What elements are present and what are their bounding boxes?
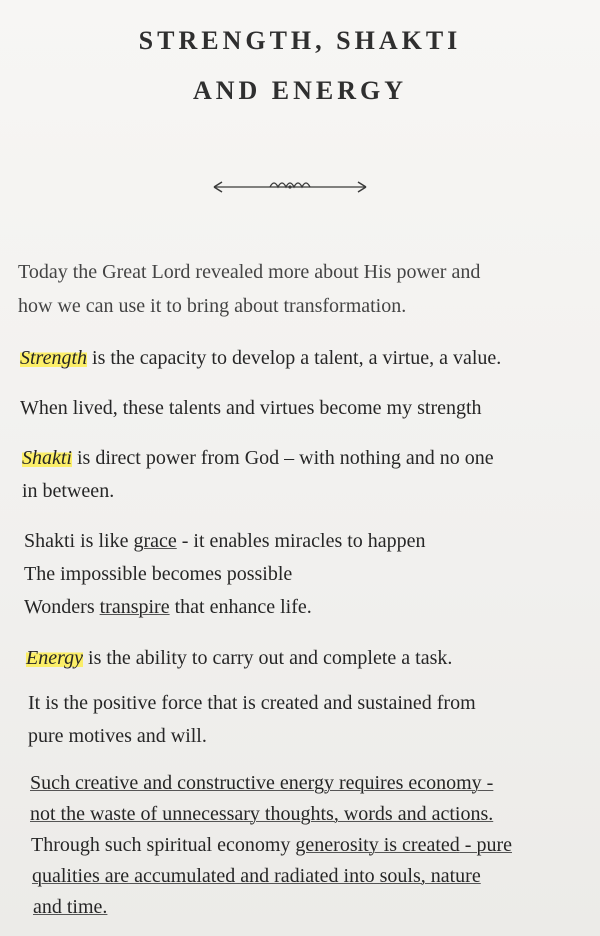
economy-line5: and time. (33, 896, 108, 918)
grace-line1-end: - it enables miracles to happen (176, 530, 426, 552)
shakti-paragraph-line2: in between. (22, 480, 115, 502)
intro-line1: Today the Great Lord revealed more about His power and (18, 261, 481, 283)
energy-definition: is the ability to carry out and complete a task. (83, 647, 453, 669)
economy-line4: qualities are accumulated and radiated into souls, nature (32, 865, 481, 887)
energy-term: Energy (26, 647, 84, 669)
strength-definition: is the capacity to develop a talent, a virtue, a value. (87, 347, 502, 369)
economy-line3-end: - pure (459, 834, 512, 856)
grace-line3-start: Wonders (24, 596, 100, 618)
energy-paragraph (26, 642, 452, 674)
grace-line2: The impossible becomes possible (24, 563, 293, 585)
shakti-definition: is direct power from God – with nothing and no one (72, 447, 494, 469)
lived-paragraph: When lived, these talents and virtues become my strength (20, 397, 482, 419)
grace-underlined: grace (133, 530, 177, 552)
grace-line3-end: that enhance life. (169, 596, 312, 618)
intro-line2: how we can use it to bring about transformation. (18, 295, 407, 317)
shakti-paragraph-line1 (22, 442, 494, 474)
economy-line1: Such creative and constructive energy requires economy - (30, 772, 494, 794)
chapter-title-line2: AND ENERGY (192, 76, 408, 105)
chapter-title-line1: STRENGTH, SHAKTI (138, 26, 462, 55)
grace-line3 (24, 591, 312, 623)
generosity-underlined: generosity is created (295, 834, 460, 856)
force-line1: It is the positive force that is created and sustained from (28, 692, 476, 714)
strength-term: Strength (20, 347, 88, 369)
economy-line2: not the waste of unnecessary thoughts, words and actions. (30, 803, 494, 825)
grace-line1-start: Shakti is like (24, 530, 134, 552)
strength-paragraph (20, 342, 501, 374)
economy-line3 (31, 829, 512, 861)
transpire-underlined: transpire (99, 596, 170, 618)
shakti-term: Shakti (22, 447, 72, 469)
force-line2: pure motives and will. (28, 725, 207, 747)
economy-line3-start: Through such spiritual economy (31, 834, 296, 856)
grace-line1 (24, 525, 426, 557)
ornament-divider-icon (210, 176, 370, 198)
